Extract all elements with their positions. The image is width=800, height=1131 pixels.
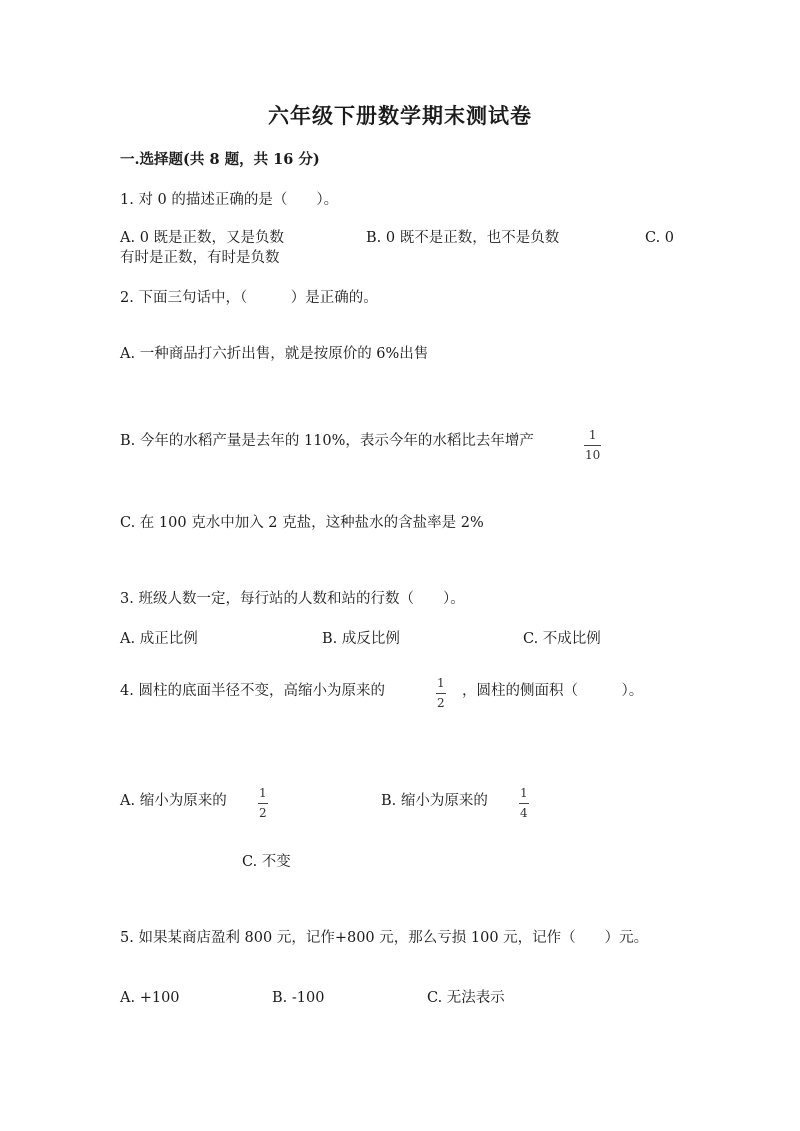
question-2-stem: 2. 下面三句话中，（ ）是正确的。 [120, 290, 378, 306]
question-3-option-c: C. 不成比例 [523, 631, 601, 647]
question-5-option-a: A. +100 [120, 990, 180, 1006]
fraction-numerator: 1 [588, 428, 597, 442]
section-heading: 一.选择题(共 8 题，共 16 分) [120, 151, 320, 168]
fraction-bar [584, 445, 601, 446]
question-4-option-b: B. 缩小为原来的 [381, 793, 488, 809]
question-1-option-c: C. 0 [645, 230, 675, 246]
question-2-option-b: B. 今年的水稻产量是去年的 110%，表示今年的水稻比去年增产 [120, 433, 534, 449]
fraction-denominator: 4 [520, 806, 528, 820]
question-4-stem-fraction [436, 676, 446, 710]
question-4-option-c: C. 不变 [242, 854, 291, 870]
fraction-bar [258, 803, 268, 804]
fraction-numerator: 1 [520, 786, 528, 800]
question-3-option-a: A. 成正比例 [120, 631, 198, 647]
question-2-option-a: A. 一种商品打六折出售，就是按原价的 6%出售 [120, 346, 429, 362]
question-3-option-b: B. 成反比例 [322, 631, 400, 647]
question-4-option-a-fraction [258, 786, 268, 820]
fraction-bar [519, 803, 529, 804]
fraction-denominator: 10 [585, 448, 601, 462]
question-1-stem: 1. 对 0 的描述正确的是（ ）。 [120, 192, 339, 208]
fraction-numerator: 1 [259, 786, 267, 800]
question-2-option-b-fraction [584, 428, 601, 462]
fraction-denominator: 2 [259, 806, 267, 820]
question-4-stem-end: ，圆柱的侧面积（ ）。 [462, 683, 644, 699]
question-5-option-b: B. -100 [272, 990, 325, 1006]
question-1-option-c-continued: 有时是正数，有时是负数 [120, 250, 280, 266]
question-1-option-b: B. 0 既不是正数，也不是负数 [366, 230, 560, 246]
question-3-stem: 3. 班级人数一定，每行站的人数和站的行数（ ）。 [120, 591, 465, 607]
fraction-bar [436, 693, 446, 694]
fraction-numerator: 1 [437, 676, 445, 690]
fraction-denominator: 2 [437, 696, 445, 710]
question-2-option-c: C. 在 100 克水中加入 2 克盐，这种盐水的含盐率是 2% [120, 515, 484, 531]
question-1-option-a: A. 0 既是正数，又是负数 [120, 230, 285, 246]
question-4-option-a: A. 缩小为原来的 [120, 793, 227, 809]
page-title: 六年级下册数学期末测试卷 [268, 103, 532, 128]
question-5-option-c: C. 无法表示 [427, 990, 505, 1006]
question-4-stem-start: 4. 圆柱的底面半径不变，高缩小为原来的 [120, 683, 385, 699]
question-4-option-b-fraction [519, 786, 529, 820]
question-5-stem: 5. 如果某商店盈利 800 元，记作+800 元，那么亏损 100 元，记作（ ）元。 [120, 930, 649, 946]
